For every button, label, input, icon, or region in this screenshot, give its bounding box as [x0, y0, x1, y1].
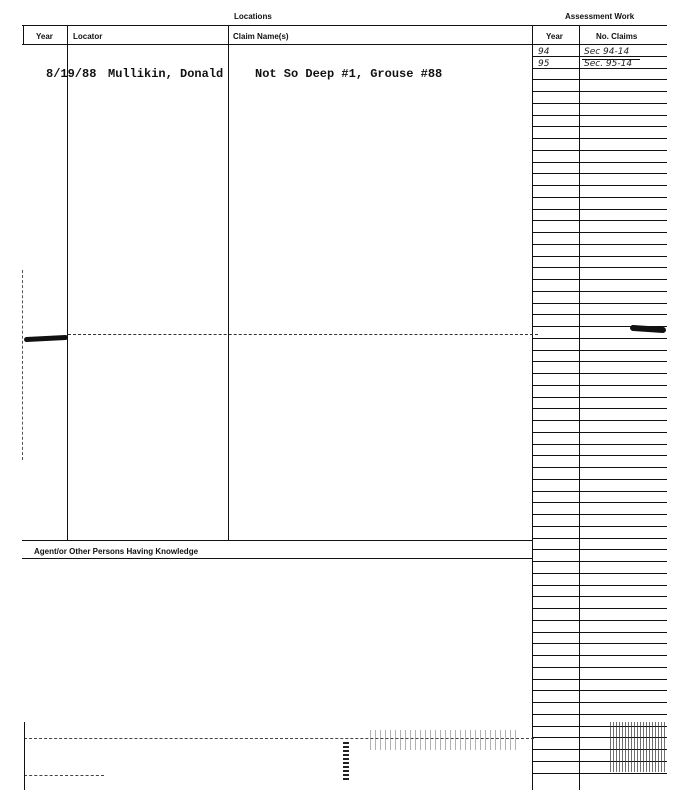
aw-ruled-line — [532, 526, 667, 527]
aw-ruled-line — [532, 620, 667, 621]
aw-ruled-line — [532, 44, 667, 45]
aw-ruled-line — [532, 209, 667, 210]
agent-section-label: Agent/or Other Persons Having Knowledge — [34, 547, 199, 556]
aw-ruled-line — [532, 397, 667, 398]
aw-ruled-line — [532, 585, 667, 586]
aw-ruled-line — [532, 220, 667, 221]
aw-ruled-line — [532, 573, 667, 574]
entry-claim-names: Not So Deep #1, Grouse #88 — [255, 67, 443, 81]
scan-noise-patch — [610, 722, 666, 772]
header-bottom-border — [22, 44, 532, 45]
aw-ruled-line — [532, 338, 667, 339]
aw-ruled-line — [532, 502, 667, 503]
aw-ruled-line — [532, 655, 667, 656]
aw-ruled-line — [532, 714, 667, 715]
bottom-left-dashed-line — [24, 775, 104, 776]
aw-ruled-line — [532, 467, 667, 468]
aw-ruled-line — [532, 432, 667, 433]
aw-ruled-line — [532, 350, 667, 351]
aw-ruled-line — [532, 150, 667, 151]
aw-ruled-line — [532, 479, 667, 480]
aw-ruled-line — [532, 115, 667, 116]
midpage-dashed-line — [68, 334, 538, 335]
aw-ruled-line — [532, 702, 667, 703]
right-binder-mark — [630, 325, 666, 333]
aw-ruled-line — [532, 303, 667, 304]
left-margin-artifact — [22, 270, 23, 460]
aw-ruled-line — [532, 291, 667, 292]
left-binder-mark — [24, 335, 68, 342]
aw-ruled-line — [532, 173, 667, 174]
aw-ruled-line — [532, 373, 667, 374]
aw-ruled-line — [532, 162, 667, 163]
aw-year-2: 95 — [538, 59, 550, 69]
aw-ruled-line — [532, 538, 667, 539]
aw-ruled-line — [532, 197, 667, 198]
aw-ruled-line — [532, 91, 667, 92]
aw-ruled-line — [532, 643, 667, 644]
aw-ruled-line — [532, 126, 667, 127]
aw-ruled-line — [532, 773, 667, 774]
aw-ruled-line — [532, 491, 667, 492]
aw-ruled-line — [532, 679, 667, 680]
aw-ruled-line — [532, 361, 667, 362]
locator-column-divider — [67, 25, 68, 540]
entry-locator: Mullikin, Donald — [108, 67, 224, 81]
table-left-border — [23, 25, 24, 45]
aw-claims-2: Sec. 95-14 — [584, 59, 633, 69]
entry-year: 8/19/88 — [46, 67, 97, 81]
aw-ruled-line — [532, 79, 667, 80]
aw-ruled-line — [532, 561, 667, 562]
aw-ruled-line — [532, 549, 667, 550]
aw-ruled-line — [532, 608, 667, 609]
aw-ruled-line — [532, 279, 667, 280]
aw-ruled-line — [532, 420, 667, 421]
aw-ruled-line — [532, 667, 667, 668]
aw-ruled-line — [532, 267, 667, 268]
column-header-no-claims: No. Claims — [596, 32, 638, 41]
aw-ruled-line — [532, 103, 667, 104]
scan-noise-strip — [370, 730, 520, 750]
table-top-border — [22, 25, 667, 26]
aw-ruled-line — [532, 596, 667, 597]
column-header-year: Year — [36, 32, 53, 41]
agent-section-top-border — [22, 540, 532, 541]
scan-noise-mark — [343, 742, 349, 782]
aw-ruled-line — [532, 455, 667, 456]
locations-title: Locations — [234, 12, 272, 21]
aw-ruled-line — [532, 244, 667, 245]
aw-ruled-line — [532, 232, 667, 233]
claims-column-divider — [228, 25, 229, 540]
aw-ruled-line — [532, 185, 667, 186]
aw-ruled-line — [532, 385, 667, 386]
column-header-locator: Locator — [73, 32, 103, 41]
aw-ruled-line — [532, 444, 667, 445]
aw-ruled-line — [532, 632, 667, 633]
aw-ruled-line — [532, 138, 667, 139]
aw-ruled-line — [532, 314, 667, 315]
column-header-claim-names: Claim Name(s) — [233, 32, 289, 41]
aw-ruled-line — [532, 690, 667, 691]
aw-ruled-line — [532, 514, 667, 515]
aw-year-1: 94 — [538, 47, 550, 57]
aw-ruled-line — [532, 256, 667, 257]
aw-claims-1: Sec 94-14 — [584, 47, 630, 57]
column-header-aw-year: Year — [546, 32, 563, 41]
assessment-work-title: Assessment Work — [565, 12, 635, 21]
aw-ruled-line — [532, 408, 667, 409]
bottom-left-edge — [24, 722, 25, 790]
agent-section-label-border — [22, 558, 532, 559]
